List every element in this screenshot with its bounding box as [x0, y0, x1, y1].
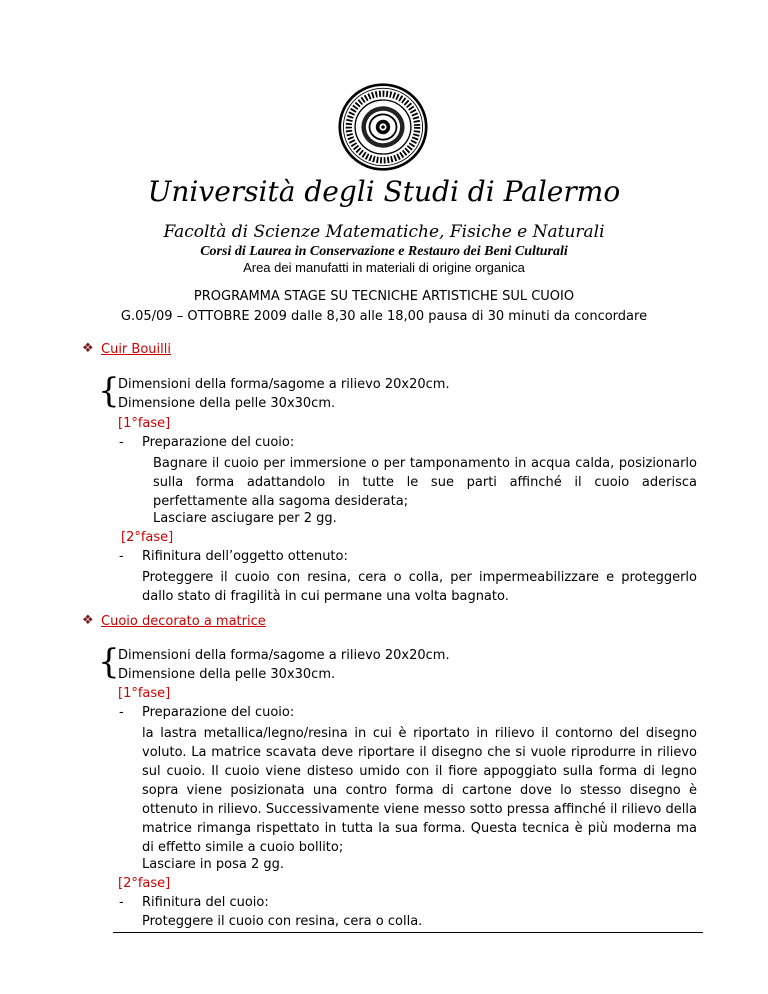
courses-name: Corsi di Laurea in Conservazione e Restauro dei Beni Culturali	[200, 244, 568, 259]
section2-dash1: -	[119, 705, 124, 720]
bottom-rule	[113, 932, 703, 933]
section1-step2-text: Proteggere il cuoio con resina, cera o colla, per impermeabilizzare e proteggerlo dallo stato di fragilità in cui permane una volta bagnato.	[142, 570, 697, 604]
section2-phase1: [1°fase]	[118, 686, 171, 701]
diamond-bullet-icon: ❖	[82, 341, 94, 356]
section2-step2-text: Proteggere il cuoio con resina, cera o colla.	[142, 914, 423, 929]
university-title: Università degli Studi di Palermo	[147, 175, 621, 208]
programme-title: PROGRAMMA STAGE SU TECNICHE ARTISTICHE SUL CUOIO	[193, 289, 575, 304]
section1-step2-title: Rifinitura dell’oggetto ottenuto:	[142, 549, 348, 564]
diamond-bullet-icon: ❖	[82, 613, 94, 628]
section1-phase1: [1°fase]	[118, 416, 171, 431]
section1-phase2: [2°fase]	[121, 530, 174, 545]
area-name: Area dei manufatti in materiali di origine organica	[243, 260, 525, 275]
section2-dim-form: Dimensioni della forma/sagome a rilievo 20x20cm.	[118, 648, 450, 663]
section1-title[interactable]: Cuir Bouilli	[101, 342, 171, 357]
section1-dim-skin: Dimensione della pelle 30x30cm.	[118, 396, 336, 411]
section2-step2-title: Rifinitura del cuoio:	[142, 895, 269, 910]
section2-step1-text: la lastra metallica/legno/resina in cui è riportato in rilievo il contorno del disegno voluto. La matrice scavata deve riportare il disegno che si vuole riprodurre in rilievo sul cuoio. Il cuoio viene disteso umido con il fiore appoggiato sulla forma di legno sopra viene posizionata una contro forma di cartone dove lo stesso disegno è ottenuto in rilievo. Successivamente viene messo sotto pressa affinché il rilievo della matrice rimanga rispettato in tutta la sua forma. Questa tecnica è più moderna ma di effetto simile a cuoio bollito;	[142, 726, 697, 855]
section1-dim-form: Dimensioni della forma/sagome a rilievo 20x20cm.	[118, 377, 450, 392]
section1-step1-title: Preparazione del cuoio:	[142, 435, 295, 450]
brace-icon: {	[98, 371, 120, 411]
section1-dash1: -	[119, 435, 124, 450]
faculty-name: Facoltà di Scienze Matematiche, Fisiche e Naturali	[163, 222, 605, 242]
section2-title[interactable]: Cuoio decorato a matrice	[101, 614, 266, 629]
section2-dim-skin: Dimensione della pelle 30x30cm.	[118, 667, 336, 682]
section1-dash2: -	[119, 549, 124, 564]
university-seal	[338, 82, 428, 172]
section2-dash2: -	[119, 895, 124, 910]
section1-step1-text: Bagnare il cuoio per immersione o per tamponamento in acqua calda, posizionarlo sulla forma adattandolo in tutte le sue parti affinché il cuoio aderisca perfettamente alla sagoma desiderata;	[153, 456, 697, 509]
brace-icon: {	[98, 642, 120, 682]
section2-step1-title: Preparazione del cuoio:	[142, 705, 295, 720]
section2-step1-note: Lasciare in posa 2 gg.	[142, 857, 284, 872]
schedule-line: G.05/09 – OTTOBRE 2009 dalle 8,30 alle 18,00 pausa di 30 minuti da concordare	[120, 309, 648, 324]
section1-step1-note: Lasciare asciugare per 2 gg.	[153, 511, 337, 526]
section2-phase2: [2°fase]	[118, 876, 171, 891]
